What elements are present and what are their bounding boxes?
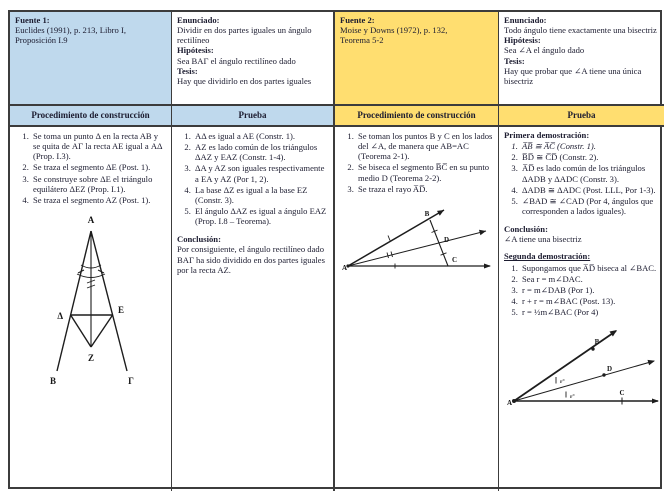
euclid-construction-steps — [15, 131, 166, 205]
euclid-hipotesis-label: Hipótesis: — [177, 45, 214, 56]
moise-tesis-label: Tesis: — [504, 55, 525, 66]
fig2-label-a: A — [342, 263, 348, 272]
euclid-conclusion-label: Conclusión: — [177, 234, 221, 245]
moise-construction-header: Procedimiento de construcción — [335, 106, 499, 127]
list-item: 2. Sea r = m∠DAC. — [520, 274, 659, 284]
list-item: 4. r + r = m∠BAC (Post. 13). — [520, 296, 659, 306]
moise-proof-header: Prueba — [499, 106, 664, 127]
fig1-label-b: B — [49, 375, 56, 386]
fig3-label-b: B — [594, 338, 600, 347]
list-item: 4. La base ΔΖ es igual a la base EZ (Constr. 3). — [193, 185, 328, 205]
euclid-source-cell — [10, 12, 172, 106]
fig1-label-gamma: Γ — [127, 375, 134, 386]
list-item: 5. r = ½m∠BAC (Por 4) — [520, 307, 659, 317]
moise-primera-label: Primera demostración: — [504, 130, 590, 140]
list-item: 3. ΔΑ y AZ son iguales respectivamente a EA y AZ (Por 1, 2). — [193, 163, 328, 183]
moise-hipotesis-label: Hipótesis: — [504, 35, 541, 46]
list-item: 2. B̅D̅ ≅ C̅D̅ (Constr. 2). — [520, 152, 659, 162]
euclid-enunciado-text: Dividir en dos partes iguales un ángulo rectilíneo — [177, 25, 312, 46]
fig3-label-c: C — [619, 389, 625, 398]
moise-source-line2: Teorema 5-2 — [340, 35, 384, 46]
fig1-label-delta: Δ — [56, 310, 63, 321]
moise-source-line1: Moise y Downs (1972), p. 132, — [340, 25, 448, 36]
fig3-label-r1: r° — [560, 379, 565, 386]
euclid-figure — [21, 211, 161, 409]
euclid-construction-cell — [10, 127, 172, 491]
moise-segunda-label: Segunda demostración: — [504, 251, 591, 262]
list-item: 1. A̅B̅ ≅ A̅C̅ (Constr. 1). — [520, 141, 659, 151]
moise-construction-figure — [340, 206, 496, 282]
list-item: 1. Se toman los puntos B y C en los lados del ∠A, de manera que AB=AC (Teorema 2-1). — [356, 131, 493, 161]
euclid-source-line1: Euclides (1991), p. 213, Libro I, — [15, 25, 126, 36]
euclid-conclusion-text: Por consiguiente, el ángulo rectilíneo dado ΒΑΓ ha sido dividido en dos partes iguales por la recta AZ. — [177, 244, 325, 275]
moise-conclusion-label: Conclusión: — [504, 224, 548, 235]
euclid-statement-cell — [172, 12, 335, 106]
moise-source-cell — [335, 12, 499, 106]
moise-enunciado-text: Todo ángulo tiene exactamente una bisectriz — [504, 25, 657, 36]
fig2-label-d: D — [444, 235, 450, 244]
euclid-proof-header: Prueba — [172, 106, 335, 127]
fig2-label-b: B — [424, 209, 430, 218]
list-item: 3. Se construye sobre ΔE el triángulo equilátero ΔΕΖ (Prop. I.1). — [31, 174, 166, 194]
moise-tesis-text: Hay que probar que ∠A tiene una única bisectriz — [504, 65, 642, 86]
euclid-proof-cell — [172, 127, 335, 491]
moise-source-label: Fuente 2: — [340, 15, 375, 25]
fig3-label-r2: r° — [570, 394, 575, 401]
euclid-tesis-label: Tesis: — [177, 65, 198, 76]
euclid-source-label: Fuente 1: — [15, 15, 50, 25]
moise-segunda-steps — [504, 263, 659, 318]
fig1-label-a: A — [87, 214, 94, 225]
list-item: 5. El ángulo ΔΑΖ es igual a ángulo EAZ (Prop. I.8 – Teorema). — [193, 206, 328, 226]
fig1-label-z: Z — [87, 352, 94, 363]
fig3-label-a: A — [507, 399, 513, 408]
euclid-enunciado-label: Enunciado: — [177, 15, 220, 25]
moise-conclusion-text: ∠A tiene una bisectriz — [504, 234, 582, 245]
euclid-construction-header: Procedimiento de construcción — [10, 106, 172, 127]
list-item: 4. Se traza el segmento AZ (Post. 1). — [31, 195, 166, 205]
list-item: 3. A̅D̅ es lado común de los triángulos ΔADB y ΔADC (Constr. 3). — [520, 163, 659, 183]
moise-proof-cell — [499, 127, 664, 491]
list-item: 1. Se toma un punto Δ en la recta AB y se quita de ΑΓ la recta AE igual a ΑΔ (Prop. I.3). — [31, 131, 166, 161]
list-item: 1. ΑΔ es igual a AE (Constr. 1). — [193, 131, 328, 141]
moise-enunciado-label: Enunciado: — [504, 15, 547, 25]
list-item: 4. ΔADB ≅ ΔADC (Post. LLL, Por 1-3). — [520, 185, 659, 195]
moise-proof-figure — [504, 325, 664, 415]
fig2-label-c: C — [452, 255, 458, 264]
moise-statement-cell — [499, 12, 664, 106]
list-item: 3. Se traza el rayo A̅D̅. — [356, 184, 493, 194]
comparison-table — [8, 10, 662, 489]
moise-construction-cell — [335, 127, 499, 491]
list-item: 2. Se biseca el segmento B̅C̅ en su punto medio D (Teorema 2-2). — [356, 162, 493, 182]
euclid-hipotesis-text: Sea ΒΑΓ el ángulo rectilíneo dado — [177, 55, 296, 66]
list-item: 3. r = m∠DAB (Por 1). — [520, 285, 659, 295]
moise-hipotesis-text: Sea ∠A el ángulo dado — [504, 45, 585, 56]
euclid-proof-steps — [177, 131, 328, 226]
euclid-tesis-text: Hay que dividirlo en dos partes iguales — [177, 75, 312, 86]
list-item: 5. ∠BAD ≅ ∠CAD (Por 4, ángulos que corresponden a lados iguales). — [520, 196, 659, 216]
moise-construction-steps — [340, 131, 493, 194]
list-item: 2. Se traza el segmento ΔE (Post. 1). — [31, 162, 166, 172]
euclid-source-line2: Proposición I.9 — [15, 35, 68, 46]
fig3-label-d: D — [607, 365, 613, 374]
list-item: 1. Supongamos que A̅D̅ biseca al ∠BAC. — [520, 263, 659, 273]
list-item: 2. AZ es lado común de los triángulos ΔΑΖ y ΕΑΖ (Constr. 1-4). — [193, 142, 328, 162]
moise-primera-steps — [504, 141, 659, 216]
fig1-label-e: E — [117, 304, 124, 315]
